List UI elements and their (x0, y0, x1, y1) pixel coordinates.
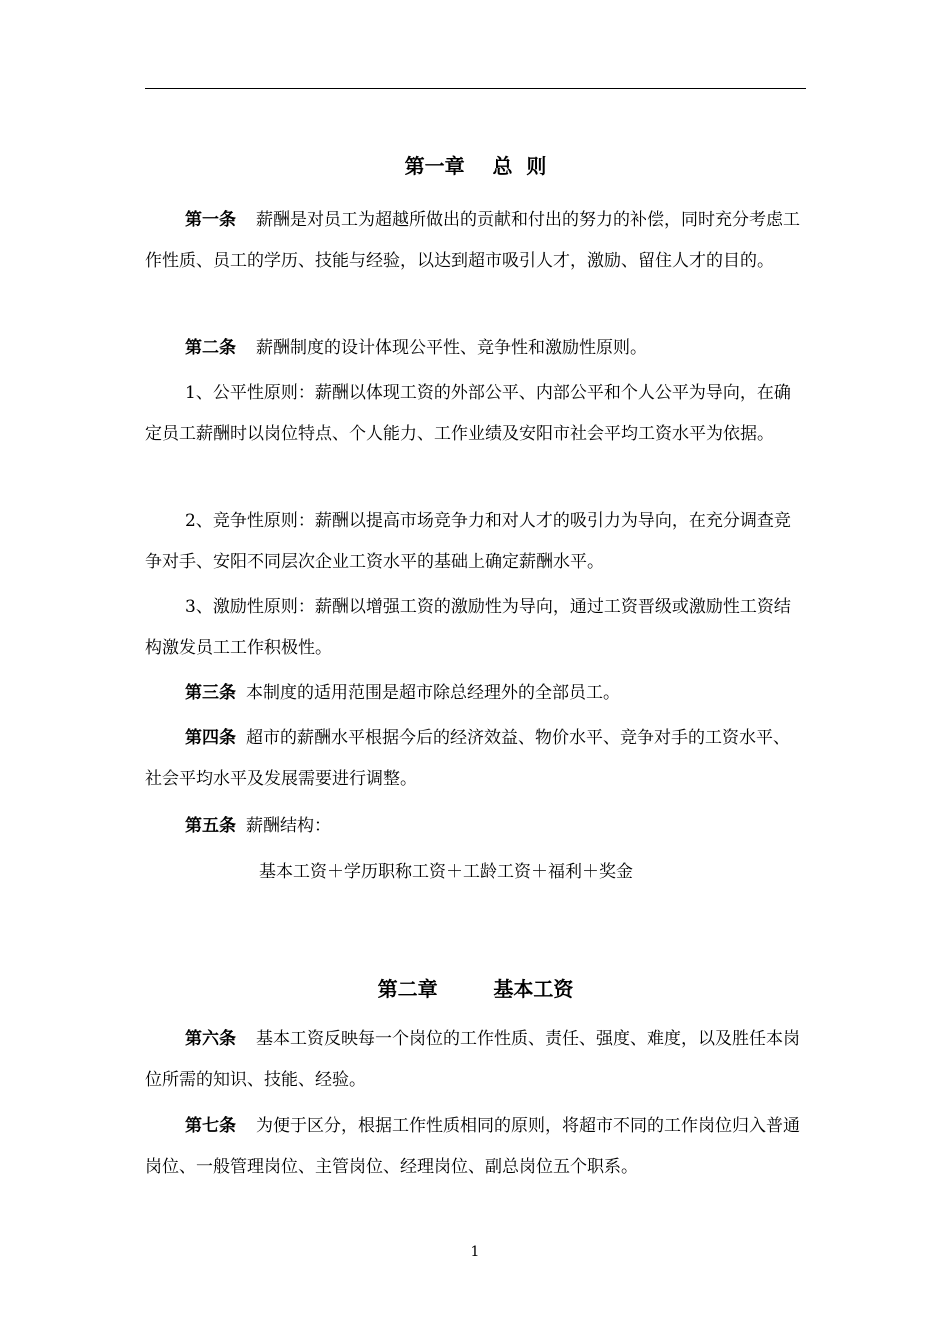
principle-fairness (145, 373, 806, 455)
article-5-text: 薪酬结构： (246, 816, 331, 836)
article-1-number: 第一条 (185, 210, 236, 230)
article-2-text: 薪酬制度的设计体现公平性、竞争性和激励性原则。 (256, 338, 647, 358)
principle-competitiveness-text: 2、竞争性原则：薪酬以提高市场竞争力和对人才的吸引力为导向，在充分调查竞争对手、安阳不同层次企业工资水平的基础上确定薪酬水平。 (145, 511, 791, 572)
article-2 (145, 328, 806, 369)
article-3-text: 本制度的适用范围是超市除总经理外的全部员工。 (246, 683, 620, 703)
article-4-text: 超市的薪酬水平根据今后的经济效益、物价水平、竞争对手的工资水平、社会平均水平及发展需要进行调整。 (145, 728, 790, 789)
article-3 (145, 673, 806, 714)
article-1-text: 薪酬是对员工为超越所做出的贡献和付出的努力的补偿，同时充分考虑工作性质、员工的学历、技能与经验，以达到超市吸引人才，激励、留住人才的目的。 (145, 210, 800, 271)
chapter-1-title: 第一章 总 则 (404, 154, 547, 178)
principle-competitiveness (145, 501, 806, 583)
header-rule (145, 88, 806, 89)
principle-incentive-text: 3、激励性原则：薪酬以增强工资的激励性为导向，通过工资晋级或激励性工资结构激发员工工作积极性。 (145, 597, 791, 658)
chapter-2-title: 第二章 基本工资 (377, 977, 574, 1001)
article-6-text: 基本工资反映每一个岗位的工作性质、责任、强度、难度，以及胜任本岗位所需的知识、技能、经验。 (145, 1029, 800, 1090)
principle-incentive (145, 587, 806, 669)
article-5-number: 第五条 (185, 816, 236, 836)
article-4-number: 第四条 (185, 728, 236, 748)
article-7 (145, 1106, 806, 1188)
article-6 (145, 1019, 806, 1101)
article-3-number: 第三条 (185, 683, 236, 703)
page-number: 1 (470, 1244, 480, 1260)
article-6-number: 第六条 (185, 1029, 236, 1049)
article-7-number: 第七条 (185, 1116, 236, 1136)
article-1 (145, 200, 806, 282)
salary-formula: 基本工资＋学历职称工资＋工龄工资＋福利＋奖金 (259, 862, 633, 882)
article-5 (145, 806, 806, 847)
principle-fairness-text: 1、公平性原则：薪酬以体现工资的外部公平、内部公平和个人公平为导向，在确定员工薪酬时以岗位特点、个人能力、工作业绩及安阳市社会平均工资水平为依据。 (145, 383, 791, 444)
article-7-text: 为便于区分，根据工作性质相同的原则，将超市不同的工作岗位归入普通岗位、一般管理岗位、主管岗位、经理岗位、副总岗位五个职系。 (145, 1116, 800, 1177)
article-4 (145, 718, 806, 800)
article-2-number: 第二条 (185, 338, 236, 358)
